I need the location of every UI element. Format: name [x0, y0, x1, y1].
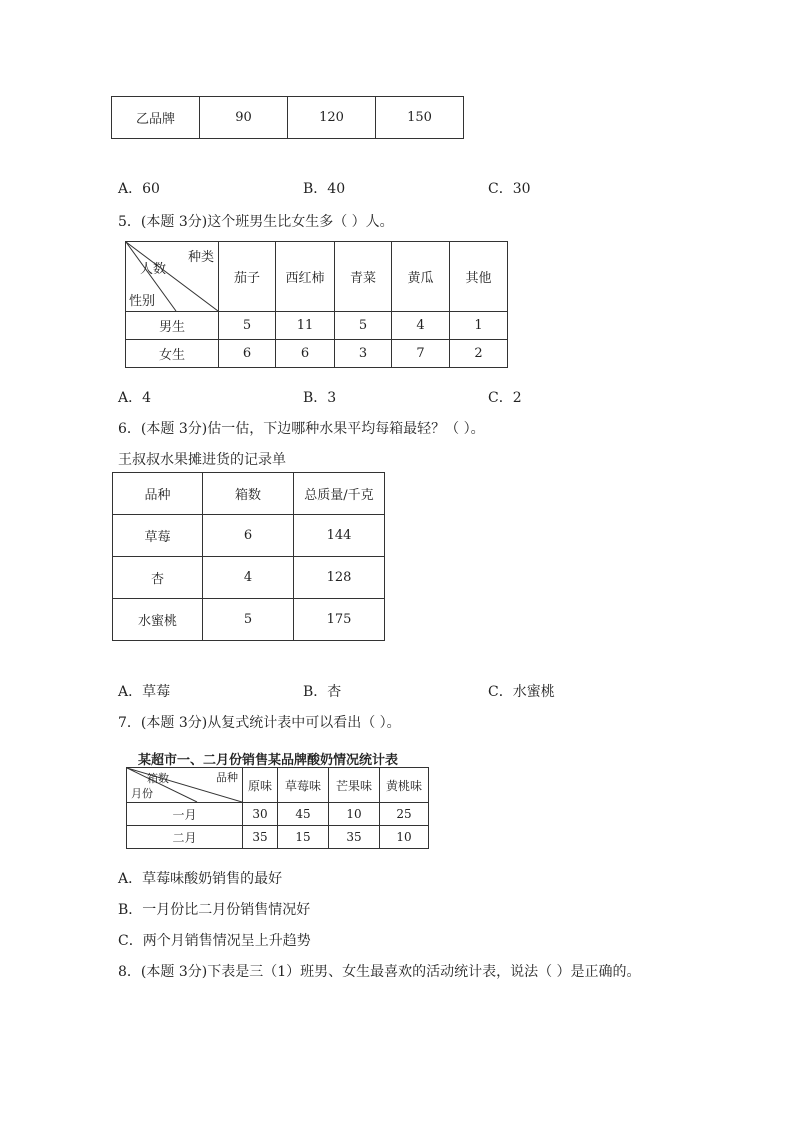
row-label: 男生: [126, 312, 219, 340]
cell: 6: [276, 340, 335, 368]
cell: 10: [380, 826, 429, 849]
table-row: [126, 242, 508, 312]
cell: 2: [450, 340, 508, 368]
header-mid-label: 箱数: [147, 772, 169, 785]
cell: 175: [294, 599, 385, 641]
table-row: [126, 312, 508, 340]
q8-text: 8．(本题 3分)下表是三（1）班男、女生最喜欢的活动统计表，说法（ ）是正确的。: [118, 964, 641, 980]
column-header: 黄瓜: [392, 242, 450, 312]
table-row: [112, 97, 464, 139]
table-row: [113, 473, 385, 515]
table-row: [113, 599, 385, 641]
cell: 25: [380, 803, 429, 826]
q5-option-c: C．2: [488, 390, 522, 406]
q5-text: 5．(本题 3分)这个班男生比女生多（ ）人。: [118, 214, 394, 230]
column-header: 总质量/千克: [294, 473, 385, 515]
q6-table: [112, 472, 385, 641]
q6-text: 6．(本题 3分)估一估，下边哪种水果平均每箱最轻？（ ）。: [118, 421, 485, 437]
q5-table: [125, 241, 508, 368]
column-header: 芒果味: [329, 768, 380, 803]
q6-option-b: B．杏: [303, 684, 342, 700]
cell: 3: [335, 340, 392, 368]
column-header: 青菜: [335, 242, 392, 312]
q4-option-c: C．30: [488, 181, 531, 197]
column-header: 品种: [113, 473, 203, 515]
value-cell: 90: [200, 97, 288, 139]
cell: 5: [203, 599, 294, 641]
q5-option-b: B．3: [303, 390, 337, 406]
header-top-label: 种类: [187, 250, 214, 265]
cell: 6: [203, 515, 294, 557]
q7-option-b: B．一月份比二月份销售情况好: [118, 902, 311, 918]
cell: 6: [219, 340, 276, 368]
table-row: [127, 803, 429, 826]
cell: 4: [203, 557, 294, 599]
cell: 35: [243, 826, 278, 849]
diagonal-header-cell: [126, 242, 219, 312]
table-row: [126, 340, 508, 368]
brand-cell: 乙品牌: [112, 97, 200, 139]
cell: 11: [276, 312, 335, 340]
q7-option-c: C．两个月销售情况呈上升趋势: [118, 933, 311, 949]
table-row: [113, 557, 385, 599]
column-header: 茄子: [219, 242, 276, 312]
column-header: 黄桃味: [380, 768, 429, 803]
cell: 45: [278, 803, 329, 826]
column-header: 西红柿: [276, 242, 335, 312]
q6-option-a: A．草莓: [118, 684, 171, 700]
table-row: [113, 515, 385, 557]
q7-option-a: A．草莓味酸奶销售的最好: [118, 871, 283, 887]
cell: 草莓: [113, 515, 203, 557]
cell: 35: [329, 826, 380, 849]
brand-table: [111, 96, 464, 139]
cell: 5: [219, 312, 276, 340]
column-header: 草莓味: [278, 768, 329, 803]
column-header: 原味: [243, 768, 278, 803]
cell: 4: [392, 312, 450, 340]
q4-option-a: A．60: [118, 181, 160, 197]
header-top-label: 品种: [216, 771, 238, 784]
cell: 30: [243, 803, 278, 826]
value-cell: 120: [288, 97, 376, 139]
header-mid-label: 人数: [140, 262, 167, 277]
q4-option-b: B．40: [303, 181, 346, 197]
cell: 杏: [113, 557, 203, 599]
q7-table-title: 某超市一、二月份销售某品牌酸奶情况统计表: [138, 753, 399, 768]
row-label: 一月: [127, 803, 243, 826]
cell: 144: [294, 515, 385, 557]
q6-caption: 王叔叔水果摊进货的记录单: [118, 452, 286, 468]
cell: 1: [450, 312, 508, 340]
table-row: [127, 826, 429, 849]
cell: 15: [278, 826, 329, 849]
column-header: 箱数: [203, 473, 294, 515]
value-cell: 150: [376, 97, 464, 139]
row-label: 女生: [126, 340, 219, 368]
q6-option-c: C．水蜜桃: [488, 684, 555, 700]
diagonal-header-cell: [127, 768, 243, 803]
q7-text: 7．(本题 3分)从复式统计表中可以看出（ ）。: [118, 715, 401, 731]
header-bottom-label: 月份: [131, 787, 153, 800]
cell: 10: [329, 803, 380, 826]
cell: 7: [392, 340, 450, 368]
q5-option-a: A．4: [118, 390, 152, 406]
table-row: [127, 768, 429, 803]
q7-table: [126, 767, 429, 849]
column-header: 其他: [450, 242, 508, 312]
cell: 128: [294, 557, 385, 599]
row-label: 二月: [127, 826, 243, 849]
cell: 5: [335, 312, 392, 340]
cell: 水蜜桃: [113, 599, 203, 641]
header-bottom-label: 性别: [129, 294, 156, 309]
